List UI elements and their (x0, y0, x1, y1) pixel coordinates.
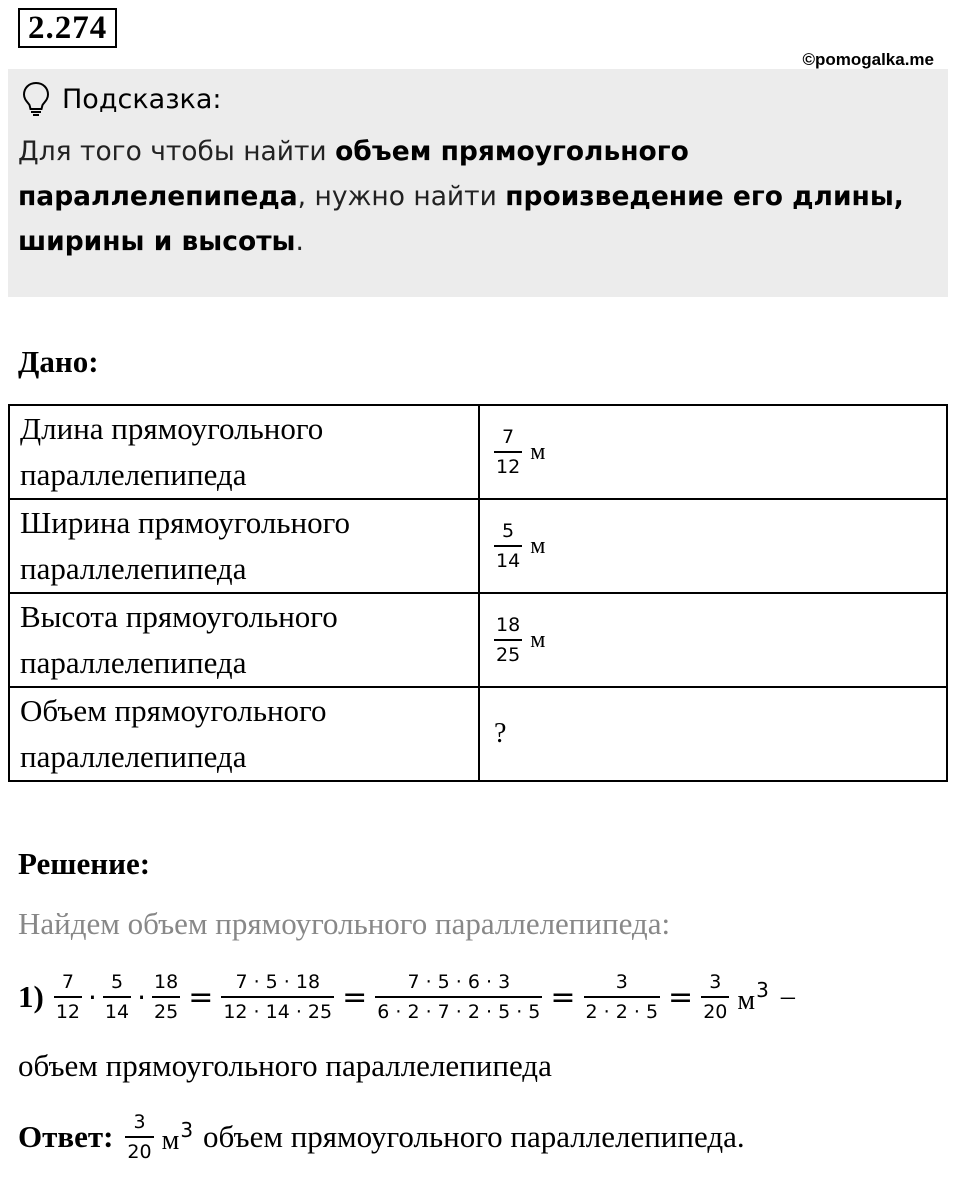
hint-box (8, 69, 948, 297)
fraction: $\frac{7}{12}$ (496, 426, 521, 478)
fraction: $\frac{3}{20}$ (127, 1111, 152, 1163)
row-value: $\frac{5}{14}$ м (479, 499, 947, 593)
fraction: $\frac{5}{14}$ (104, 971, 130, 1023)
solution-intro: Найдем объем прямоугольного параллелепипеда: (18, 906, 671, 941)
lightbulb-icon (22, 81, 50, 117)
fraction: $\frac{18}{25}$ (496, 614, 521, 666)
fraction: $\frac{7 \cdot 5 \cdot 6 \cdot 3}{6 \cdot 2 \cdot 7 \cdot 2 \cdot 5 \cdot 5}$ (377, 971, 541, 1023)
answer-text: объем прямоугольного параллелепипеда. (203, 1119, 745, 1154)
hint-header (22, 81, 222, 117)
solution-step-1: 1) $\frac{7}{12}$ · $\frac{5}{14}$ · $\frac{18}{25}$ = $\frac{7 \cdot 5 \cdot 18}{12 \cdot 14 \cdot 25}$ = $\frac{7 \cdot 5 \cdot 6 \cdot 3}{6 \cdot 2 \cdot 7 \cdot 2 \cdot 5 \cdot 5}$ = $\frac{3}{2 \cdot 2 \cdot 5}$ = $\frac{3}{20}$ $м^3$ – (18, 971, 795, 1023)
answer (18, 1110, 745, 1164)
row-label: Длина прямоугольного параллелепипеда (9, 405, 479, 499)
table-row (9, 687, 947, 781)
unit: $м^3$ (737, 977, 769, 1016)
row-label: Объем прямоугольного параллелепипеда (9, 687, 479, 781)
watermark: ©pomogalka.me (802, 50, 934, 69)
fraction: $\frac{3}{2 \cdot 2 \cdot 5}$ (585, 971, 659, 1023)
fraction: $\frac{18}{25}$ (154, 971, 179, 1023)
fraction: $\frac{7 \cdot 5 \cdot 18}{12 \cdot 14 \cdot 25}$ (223, 971, 333, 1023)
hint-text: Для того чтобы найти объем прямоугольного параллелепипеда, нужно найти произведение его длины, ширины и высоты. (18, 136, 904, 257)
row-value: ? (479, 687, 947, 781)
table-row (9, 499, 947, 593)
row-label: Высота прямоугольного параллелепипеда (9, 593, 479, 687)
solution-label: Решение: (18, 846, 151, 881)
hint-bold-product: произведение его длины, ширины и высоты (18, 181, 904, 257)
dash: – (780, 981, 795, 1012)
problem-number: 2.274 (18, 8, 117, 48)
unit: $м^3$ (161, 1117, 194, 1156)
table-row (9, 405, 947, 499)
row-value: $\frac{18}{25}$ м (479, 593, 947, 687)
solution-step-1-tail: объем прямоугольного параллелепипеда (18, 1048, 552, 1083)
row-value: $\frac{7}{12}$ м (479, 405, 947, 499)
table-row (9, 593, 947, 687)
given-table (8, 404, 948, 782)
row-label: Ширина прямоугольного параллелепипеда (9, 499, 479, 593)
fraction: $\frac{7}{12}$ (55, 971, 81, 1023)
fraction: $\frac{5}{14}$ (496, 520, 521, 572)
answer-label: Ответ: (18, 1119, 114, 1154)
step-number: 1) (18, 979, 44, 1014)
given-label: Дано: (18, 344, 99, 379)
hint-bold-volume: объем прямоугольного параллелепипеда (18, 136, 689, 212)
fraction: $\frac{3}{20}$ (703, 971, 728, 1023)
hint-title: Подсказка: (62, 83, 222, 115)
